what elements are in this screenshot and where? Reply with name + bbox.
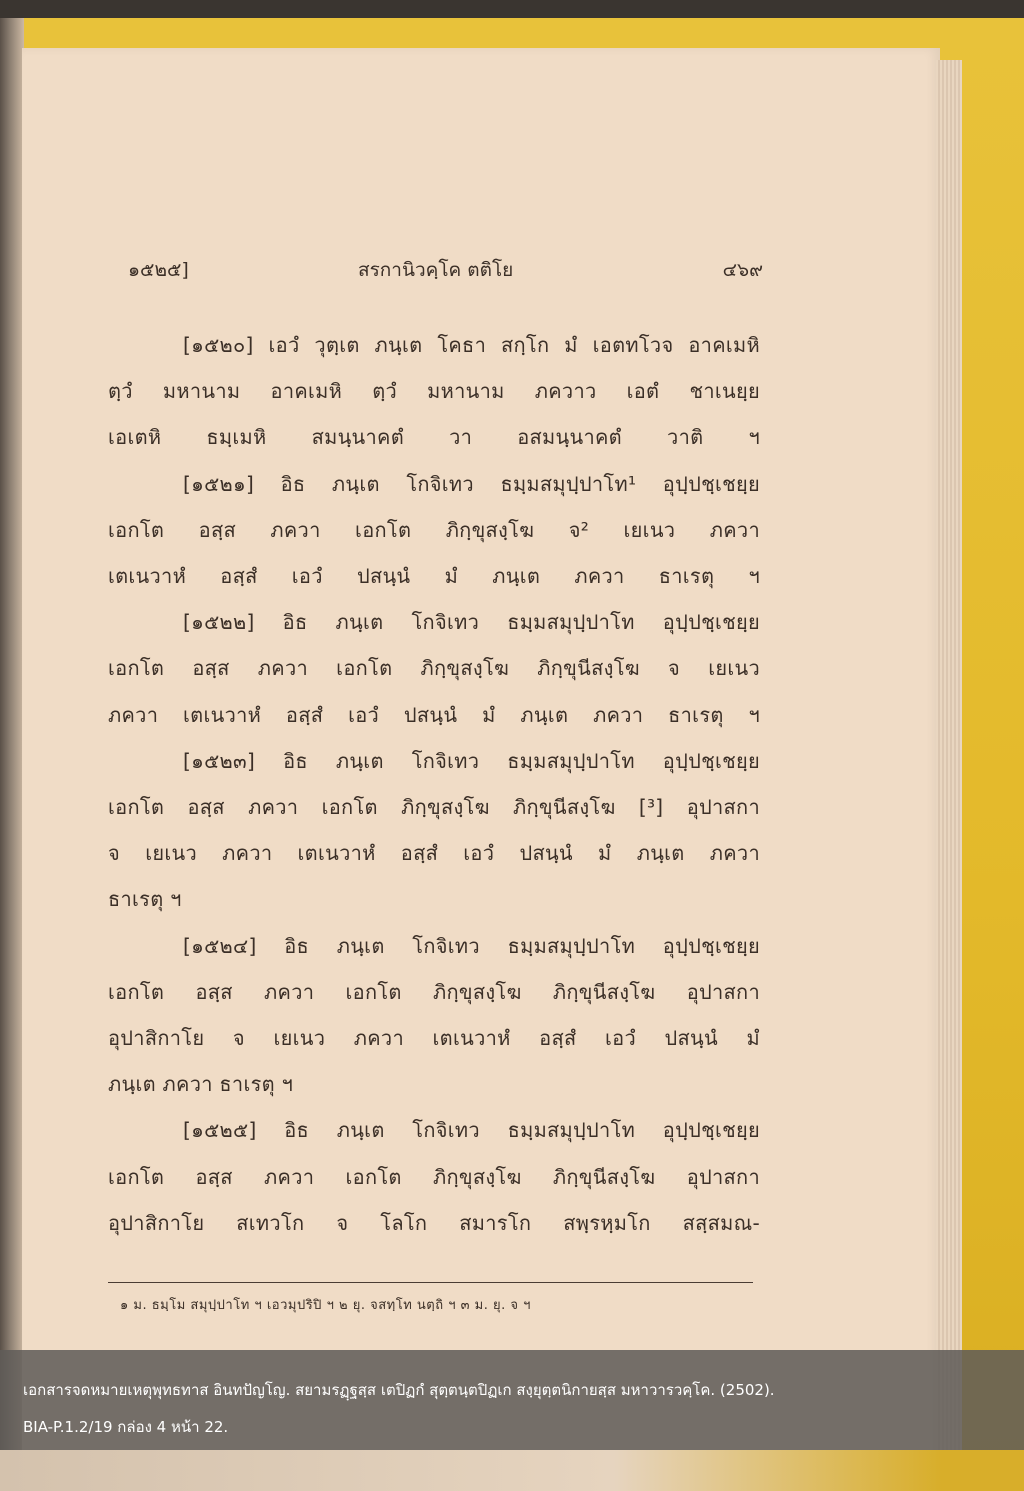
text-line: เอกโต อสฺส ภควา เอกโต ภิกฺขุสงฺโฆ ภิกฺขุนีสงฺโฆ อุปาสกา: [108, 1164, 760, 1189]
caption-citation: เอกสารจดหมายเหตุพุทธทาส อินทปัญโญ. สยามรฏฺฐสฺส เตปิฏกํ สุตฺตนฺตปิฏเก สงฺยุตฺตนิกายสฺส มหาวารวคฺโค. (2502).: [23, 1381, 775, 1399]
paragraph-1520: [108, 322, 760, 461]
bottom-page-strip: [0, 1450, 1024, 1491]
paragraph-1524: [108, 923, 760, 1108]
footnotes: ๑ ม. ธมฺโม สมุปฺปาโท ฯ เอวมุปริปิ ฯ ๒ ยุ. จสทฺโท นตฺถิ ฯ ๓ ม. ยุ. จ ฯ: [120, 1298, 531, 1313]
text-line: จ เยเนว ภควา เตเนวาหํ อสฺสํ เอวํ ปสนฺนํ มํ ภนฺเต ภควา: [108, 841, 760, 866]
page-number: ๔๖๙: [722, 259, 763, 281]
text-line: เอกโต อสฺส ภควา เอกโต ภิกฺขุสงฺโฆ ภิกฺขุนีสงฺโฆ จ เยเนว: [108, 656, 760, 681]
text-line: [๑๕๒๒] อิธ ภนฺเต โกจิเทว ธมฺมสมุปฺปาโท อุปฺปชฺเชยฺย: [183, 610, 760, 635]
paragraph-1521: [108, 461, 760, 600]
paragraph-1522: [108, 599, 760, 738]
text-line: อุปาสิกาโย สเทวโก จ โลโก สมารโก สพฺรหฺมโก สสฺสมณ-: [108, 1210, 760, 1235]
text-line: [๑๕๒๑] อิธ ภนฺเต โกจิเทว ธมฺมสมุปฺปาโท¹ อุปฺปชฺเชยฺย: [183, 471, 760, 496]
text-line: ภควา เตเนวาหํ อสฺสํ เอวํ ปสนฺนํ มํ ภนฺเต ภควา ธาเรตุ ฯ: [108, 702, 760, 727]
text-line: ตฺวํ มหานาม อาคเมหิ ตฺวํ มหานาม ภควาว เอตํ ชาเนยฺย: [108, 379, 760, 404]
body-text: [108, 322, 760, 1246]
text-line: เตเนวาหํ อสฺสํ เอวํ ปสนฺนํ มํ ภนฺเต ภควา ธาเรตุ ฯ: [108, 564, 760, 589]
header-section-number: ๑๕๒๕]: [128, 259, 189, 281]
caption-archive-id: BIA-P.1.2/19 กล่อง 4 หน้า 22.: [23, 1418, 229, 1436]
book-gutter: [0, 18, 24, 1491]
text-line: [๑๕๒๓] อิธ ภนฺเต โกจิเทว ธมฺมสมุปฺปาโท อุปฺปชฺเชยฺย: [183, 748, 760, 773]
text-line: [๑๕๒๐] เอวํ วุตฺเต ภนฺเต โคธา สกฺโก มํ เอตทโวจ อาคเมหิ: [183, 333, 760, 357]
text-line: [๑๕๒๕] อิธ ภนฺเต โกจิเทว ธมฺมสมุปฺปาโท อุปฺปชฺเชยฺย: [183, 1118, 760, 1143]
text-line: ภนฺเต ภควา ธาเรตุ ฯ: [108, 1072, 294, 1097]
text-line: ธาเรตุ ฯ: [108, 887, 182, 912]
footnote-divider: [108, 1282, 753, 1283]
text-line: เอเตหิ ธมฺเมหิ สมนฺนาคตํ วา อสมนฺนาคตํ วาติ ฯ: [108, 425, 760, 450]
text-line: เอกโต อสฺส ภควา เอกโต ภิกฺขุสงฺโฆ ภิกฺขุนีสงฺโฆ [³] อุปาสกา: [108, 795, 760, 820]
text-line: เอกโต อสฺส ภควา เอกโต ภิกฺขุสงฺโฆ จ² เยเนว ภควา: [108, 517, 760, 542]
header-title: สรกานิวคฺโค ตติโย: [358, 259, 514, 281]
running-head: [98, 255, 763, 295]
paragraph-1523: [108, 738, 760, 923]
text-line: อุปาสิกาโย จ เยเนว ภควา เตเนวาหํ อสฺสํ เอวํ ปสนฺนํ มํ: [108, 1026, 760, 1051]
page-edges: [936, 60, 962, 1491]
text-line: เอกโต อสฺส ภควา เอกโต ภิกฺขุสงฺโฆ ภิกฺขุนีสงฺโฆ อุปาสกา: [108, 979, 760, 1004]
paragraph-1525: [108, 1107, 760, 1246]
text-line: [๑๕๒๔] อิธ ภนฺเต โกจิเทว ธมฺมสมุปฺปาโท อุปฺปชฺเชยฺย: [183, 933, 760, 958]
